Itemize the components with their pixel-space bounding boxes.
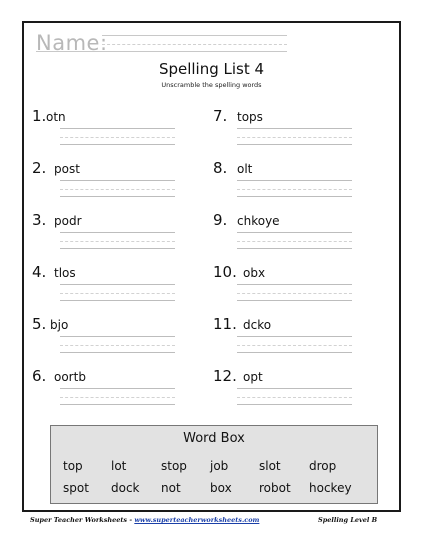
exercise-item-9 <box>213 211 393 257</box>
answer-guide-line <box>60 137 175 138</box>
answer-base-line <box>237 352 352 353</box>
answer-guide-line <box>237 189 352 190</box>
answer-line[interactable] <box>60 336 175 337</box>
exercise-item-4 <box>32 263 212 309</box>
exercise-item-11 <box>213 315 393 361</box>
word-box-word: top <box>63 459 83 473</box>
scrambled-word: bjo <box>50 318 69 332</box>
answer-line[interactable] <box>237 180 352 181</box>
exercise-item-2 <box>32 159 212 205</box>
word-box-title: Word Box <box>183 431 245 446</box>
exercise-item-7 <box>213 107 393 153</box>
word-box-word: stop <box>161 459 187 473</box>
answer-base-line <box>237 248 352 249</box>
scrambled-word: tops <box>237 110 263 124</box>
worksheet-page <box>22 21 401 512</box>
answer-line[interactable] <box>237 232 352 233</box>
scrambled-word: opt <box>243 370 263 384</box>
answer-base-line <box>60 196 175 197</box>
answer-line[interactable] <box>237 336 352 337</box>
exercise-item-1 <box>32 107 212 153</box>
item-number: 4. <box>32 263 47 281</box>
word-box-word: drop <box>309 459 337 473</box>
answer-guide-line <box>60 241 175 242</box>
answer-guide-line <box>60 345 175 346</box>
footer-level: Spelling Level B <box>318 516 378 524</box>
item-number: 7. <box>213 107 228 125</box>
scrambled-word: post <box>54 162 80 176</box>
answer-line[interactable] <box>237 128 352 129</box>
scrambled-word: tlos <box>54 266 76 280</box>
answer-guide-line <box>60 397 175 398</box>
item-number: 6. <box>32 367 47 385</box>
answer-line[interactable] <box>60 232 175 233</box>
scrambled-word: obx <box>243 266 266 280</box>
scrambled-word: olt <box>237 162 253 176</box>
answer-guide-line <box>237 397 352 398</box>
footer-credit-text: Super Teacher Worksheets - <box>30 516 135 524</box>
word-box-word: not <box>161 481 181 495</box>
word-box-word: robot <box>259 481 291 495</box>
word-box-word: hockey <box>309 481 352 495</box>
word-box <box>50 425 378 504</box>
page-subtitle: Unscramble the spelling words <box>161 81 262 89</box>
answer-base-line <box>237 144 352 145</box>
scrambled-word: dcko <box>243 318 272 332</box>
exercise-item-6 <box>32 367 212 413</box>
name-label: Name: <box>36 31 108 55</box>
answer-base-line <box>60 352 175 353</box>
footer-credit <box>30 516 259 524</box>
answer-guide-line <box>60 189 175 190</box>
answer-base-line <box>60 404 175 405</box>
answer-base-line <box>60 144 175 145</box>
item-number: 9. <box>213 211 228 229</box>
item-number: 2. <box>32 159 47 177</box>
exercise-item-12 <box>213 367 393 413</box>
name-line-mid <box>102 44 287 45</box>
name-line-top <box>102 35 287 36</box>
answer-base-line <box>237 196 352 197</box>
item-number: 11. <box>213 315 237 333</box>
item-number: 8. <box>213 159 228 177</box>
scrambled-word: podr <box>54 214 82 228</box>
footer-website-link[interactable]: www.superteacherworksheets.com <box>134 516 260 524</box>
scrambled-word: chkoye <box>237 214 280 228</box>
item-number: 1. <box>32 107 47 125</box>
answer-base-line <box>237 404 352 405</box>
item-number: 12. <box>213 367 237 385</box>
answer-base-line <box>60 248 175 249</box>
answer-line[interactable] <box>60 388 175 389</box>
exercise-item-3 <box>32 211 212 257</box>
item-number: 5. <box>32 315 47 333</box>
word-box-word: lot <box>111 459 127 473</box>
answer-line[interactable] <box>60 180 175 181</box>
item-number: 10. <box>213 263 237 281</box>
answer-base-line <box>237 300 352 301</box>
scrambled-word: otn <box>46 110 66 124</box>
word-box-word: box <box>210 481 232 495</box>
word-box-word: dock <box>111 481 140 495</box>
scrambled-word: oortb <box>54 370 86 384</box>
answer-guide-line <box>237 293 352 294</box>
answer-guide-line <box>237 137 352 138</box>
exercise-item-5 <box>32 315 212 361</box>
answer-line[interactable] <box>60 284 175 285</box>
answer-line[interactable] <box>237 388 352 389</box>
answer-guide-line <box>237 345 352 346</box>
answer-guide-line <box>237 241 352 242</box>
word-box-word: slot <box>259 459 281 473</box>
item-number: 3. <box>32 211 47 229</box>
word-box-word: job <box>210 459 229 473</box>
page-title: Spelling List 4 <box>158 60 265 78</box>
answer-base-line <box>60 300 175 301</box>
exercise-item-8 <box>213 159 393 205</box>
answer-line[interactable] <box>60 128 175 129</box>
word-box-word: spot <box>63 481 89 495</box>
name-line-base <box>36 51 287 52</box>
exercise-item-10 <box>213 263 393 309</box>
answer-guide-line <box>60 293 175 294</box>
answer-line[interactable] <box>237 284 352 285</box>
